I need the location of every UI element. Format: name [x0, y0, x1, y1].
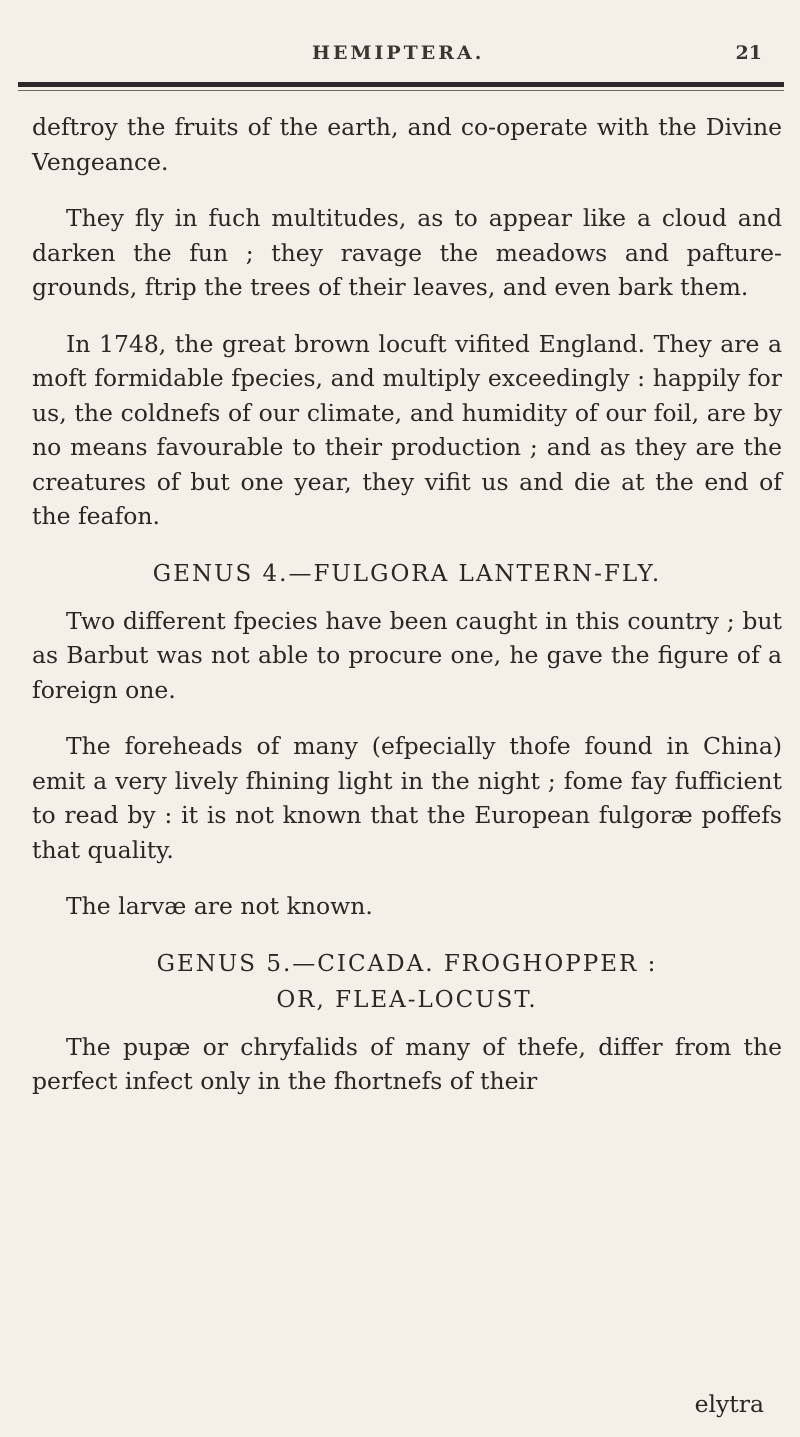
running-title: HEMIPTERA.	[312, 42, 485, 64]
heading-genus-5	[32, 946, 782, 1018]
paragraph-locust-1748: In 1748, the great brown locuft vifited England. They are a moft formidable fpecies, and multiply exceedingly : happily for us, the coldnefs of our climate, and humidity of our foil, are by no means favourable to their production ; and as they are the creatures of but one year, they vifit us and die at the end of the feafon.	[32, 329, 782, 530]
header-rule	[18, 82, 784, 87]
running-head	[0, 42, 800, 72]
paragraph-larvae: The larvæ are not known.	[66, 892, 373, 920]
heading-genus-5-line2: OR, FLEA-LOCUST.	[276, 986, 538, 1013]
header-rule-thin	[18, 90, 784, 91]
paragraph-multitudes: They fly in fuch multitudes, as to appear like a cloud and darken the fun ; they ravage the meadows and pafture-grounds, ftrip the trees of their leaves, and even bark them.	[32, 204, 782, 301]
paragraph-foreheads: The foreheads of many (efpecially thofe found in China) emit a very lively fhining light in the night ; fome fay fufficient to read by : it is not known that the European fulgoræ poffefs that quality.	[32, 732, 782, 864]
body-text	[32, 110, 782, 1121]
catchword: elytra	[694, 1390, 764, 1418]
heading-genus-5-line1: GENUS 5.—CICADA. FROGHOPPER :	[156, 950, 658, 977]
paragraph-two-species: Two different fpecies have been caught in this country ; but as Barbut was not able to procure one, he gave the figure of a foreign one.	[32, 606, 782, 704]
paragraph-continuation: deftroy the fruits of the earth, and co-operate with the Divine Vengeance.	[32, 113, 782, 176]
page-number: 21	[735, 42, 762, 64]
paragraph-pupae: The pupæ or chryfalids of many of thefe, differ from the perfect infect only in the fhortnefs of their	[32, 1032, 782, 1095]
heading-genus-4: GENUS 4.—FULGORA LANTERN-FLY.	[152, 560, 662, 587]
